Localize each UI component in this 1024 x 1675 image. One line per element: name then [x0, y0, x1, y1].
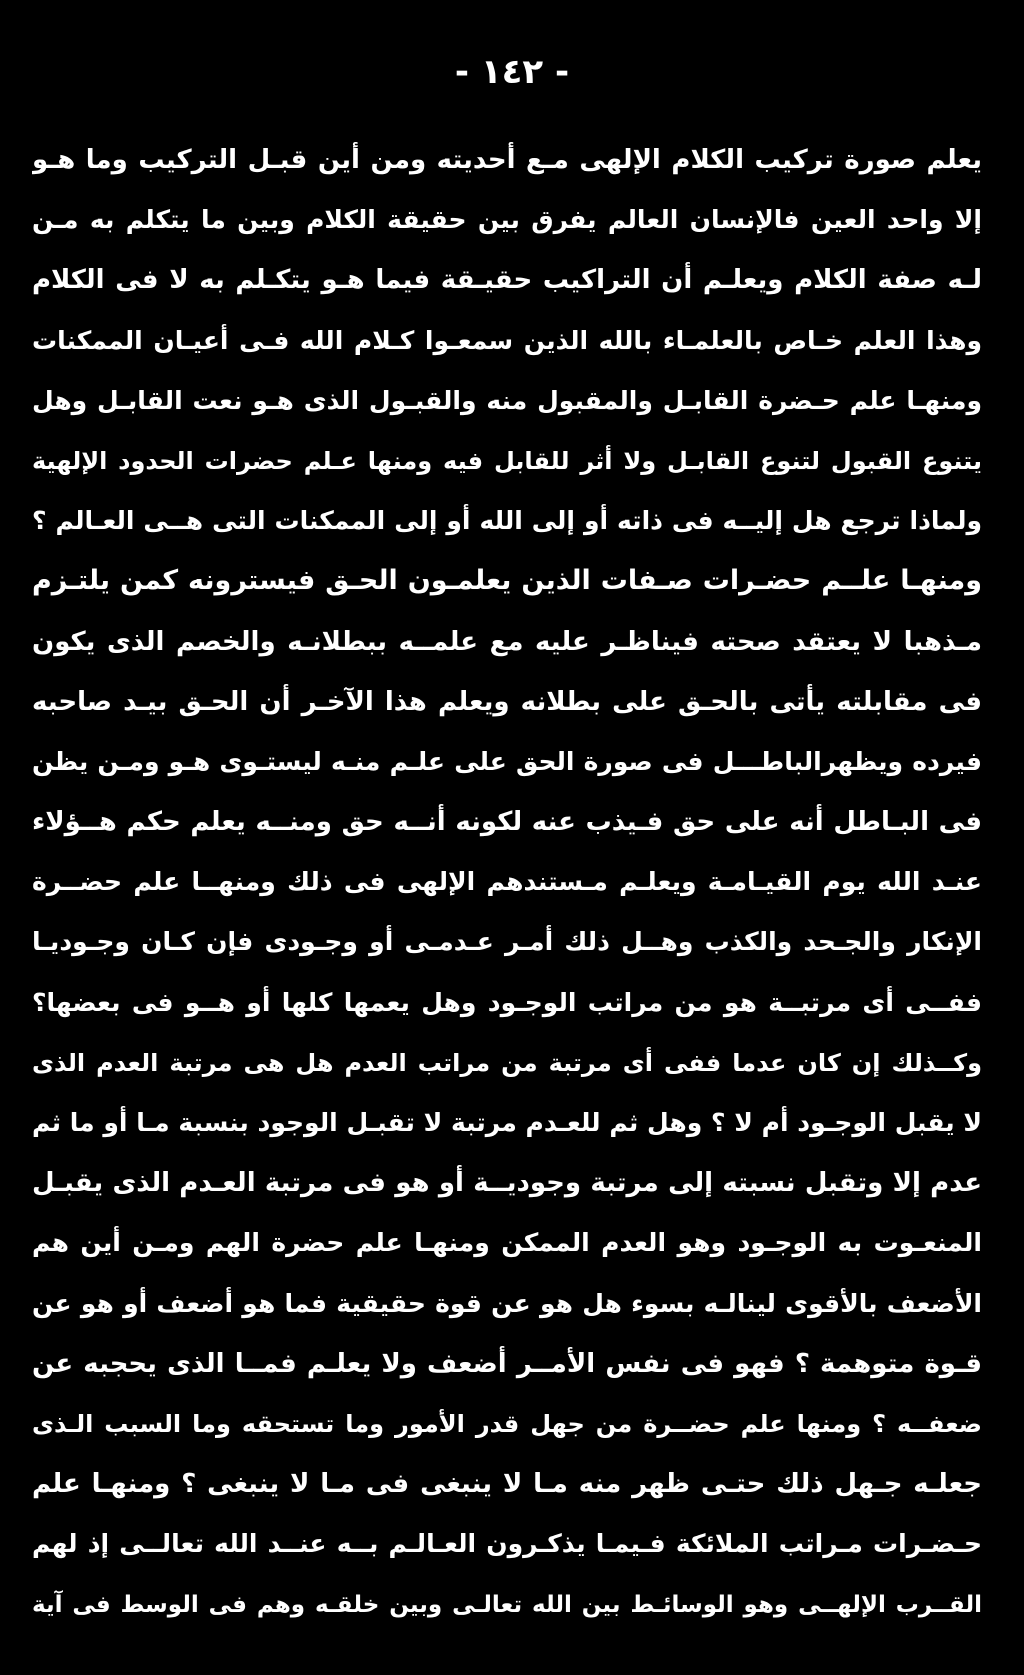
text-line: ومنهـا علم حـضرة القابـل والمقبول منه والقبـول الذى هـو نعت القابـل وهل — [32, 385, 982, 415]
text-line: القــرب الإلهــى وهو الوسائـط بين الله تعالـى وبين خلقـه وهم فى الوسط فى آية — [32, 1591, 982, 1618]
text-line: فى مقابلته يأتى بالحـق على بطلانه ويعلم هذا الآخـر أن الحـق بيـد صاحبه — [32, 686, 982, 717]
text-line: الإنكار والجـحد والكذب وهــل ذلك أمـر عـدمـى أو وجـودى فإن كـان وجـوديـا — [32, 927, 982, 957]
text-line: لا يقبل الوجـود أم لا ؟ وهل ثم للعـدم مرتبة لا تقبـل الوجود بنسبة مـا أو ما ثم — [32, 1108, 982, 1137]
text-line: ولماذا ترجع هل إليــه فى ذاته أو إلى الله أو إلى الممكنات التى هــى العـالم ؟ — [32, 506, 982, 536]
text-line: عنـد الله يوم القيـامـة ويعلـم مـستندهم الإلهى فى ذلك ومنهــا علم حضــرة — [32, 867, 982, 897]
text-line: ومنهـا علــم حضـرات صـفات الذين يعلمـون الحـق فيسترونه كمن يلتـزم — [32, 565, 982, 597]
text-line: مـذهبا لا يعتقد صحته فيناظـر عليه مع علمــه ببطلانـه والخصم الذى يكون — [32, 626, 982, 657]
text-line: يتنوع القبول لتنوع القابـل ولا أثر للقابل فيه ومنها عـلم حضرات الحدود الإلهية — [32, 446, 982, 475]
text-line: ضعفــه ؟ ومنها علم حضــرة من جهل قدر الأمور وما تستحقه وما السبب الـذى — [32, 1409, 982, 1438]
text-line: يعلم صورة تركيب الكلام الإلهى مـع أحديته ومن أين قبـل التركيب وما هـو — [32, 145, 982, 175]
text-body — [32, 130, 982, 1635]
text-line: عدم إلا وتقبل نسبته إلى مرتبة وجوديــة أو هو فى مرتبة العـدم الذى يقبـل — [32, 1168, 982, 1199]
text-line: لـه صفة الكلام ويعلـم أن التراكيب حقيـقة فيما هـو يتكـلم به لا فى الكلام — [32, 265, 982, 296]
text-line: وهذا العلم خـاص بالعلمـاء بالله الذين سمعـوا كـلام الله فـى أعيـان الممكنات — [32, 325, 982, 355]
text-line: فيرده ويظهرالباطـــل فى صورة الحق على علـم منـه ليستـوى هـو ومـن يظن — [32, 746, 982, 776]
text-line: فى البـاطل أنه على حق فـيذب عنه لكونه أنــه حق ومنــه يعلم حكم هــؤلاء — [32, 807, 982, 838]
page-number: - ١٤٢ - — [454, 52, 570, 92]
text-line: إلا واحد العين فالإنسان العالم يفرق بين حقيقة الكلام وبين ما يتكلم به مـن — [32, 205, 982, 235]
text-line: حـضـرات مـراتب الملائكة فـيمـا يذكـرون العـالـم بــه عنــد الله تعالــى إذ لهم — [32, 1529, 982, 1559]
text-line: قـوة متوهمة ؟ فهو فى نفس الأمــر أضعف ولا يعلـم فمــا الذى يحجبه عن — [32, 1348, 982, 1379]
text-line: جعلـه جـهل ذلك حتـى ظهر منه مـا لا ينبغى فى مـا لا ينبغى ؟ ومنهـا علم — [32, 1469, 982, 1500]
text-line: الأضعف بالأقوى لينالـه بسوء هل هو عن قوة حقيقية فما هو أضعف أو هو عن — [32, 1288, 982, 1318]
text-line: المنعـوت به الوجـود وهو العدم الممكن ومنهـا علم حضرة الهم ومـن أين هم — [32, 1228, 982, 1258]
text-line: وكــذلك إن كان عدما ففى أى مرتبة من مراتب العدم هل هى مرتبة العدم الذى — [32, 1048, 982, 1077]
text-line: ففــى أى مرتبــة هو من مراتب الوجـود وهل يعمها كلها أو هــو فى بعضها؟ — [32, 987, 982, 1017]
